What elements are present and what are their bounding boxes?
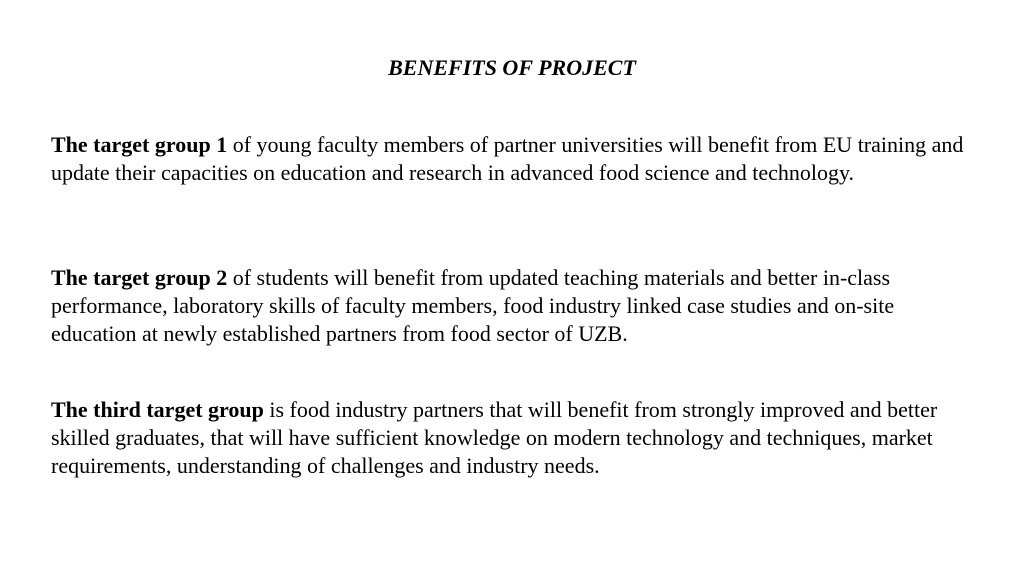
slide-title: BENEFITS OF PROJECT — [388, 55, 636, 80]
paragraph-lead: The third target group — [51, 397, 264, 422]
paragraph-text: is food industry partners that will benefit from strongly improved and better skilled graduates, that will have sufficient knowledge on modern technology and techniques, market requirements, understanding of challenges and industry needs. — [51, 397, 938, 478]
paragraph-lead: The target group 2 — [51, 265, 228, 290]
benefit-paragraph-target-group-2 — [51, 264, 981, 348]
benefit-paragraph-target-group-1 — [51, 131, 981, 187]
paragraph-text: of students will benefit from updated teaching materials and better in-class performance, laboratory skills of faculty members, food industry linked case studies and on-site education at newly established partners from food sector of UZB. — [51, 265, 895, 346]
paragraph-lead: The target group 1 — [51, 132, 228, 157]
paragraph-text: of young faculty members of partner universities will benefit from EU training and update their capacities on education and research in advanced food science and technology. — [51, 132, 964, 185]
benefit-paragraph-third-target-group — [51, 396, 981, 480]
